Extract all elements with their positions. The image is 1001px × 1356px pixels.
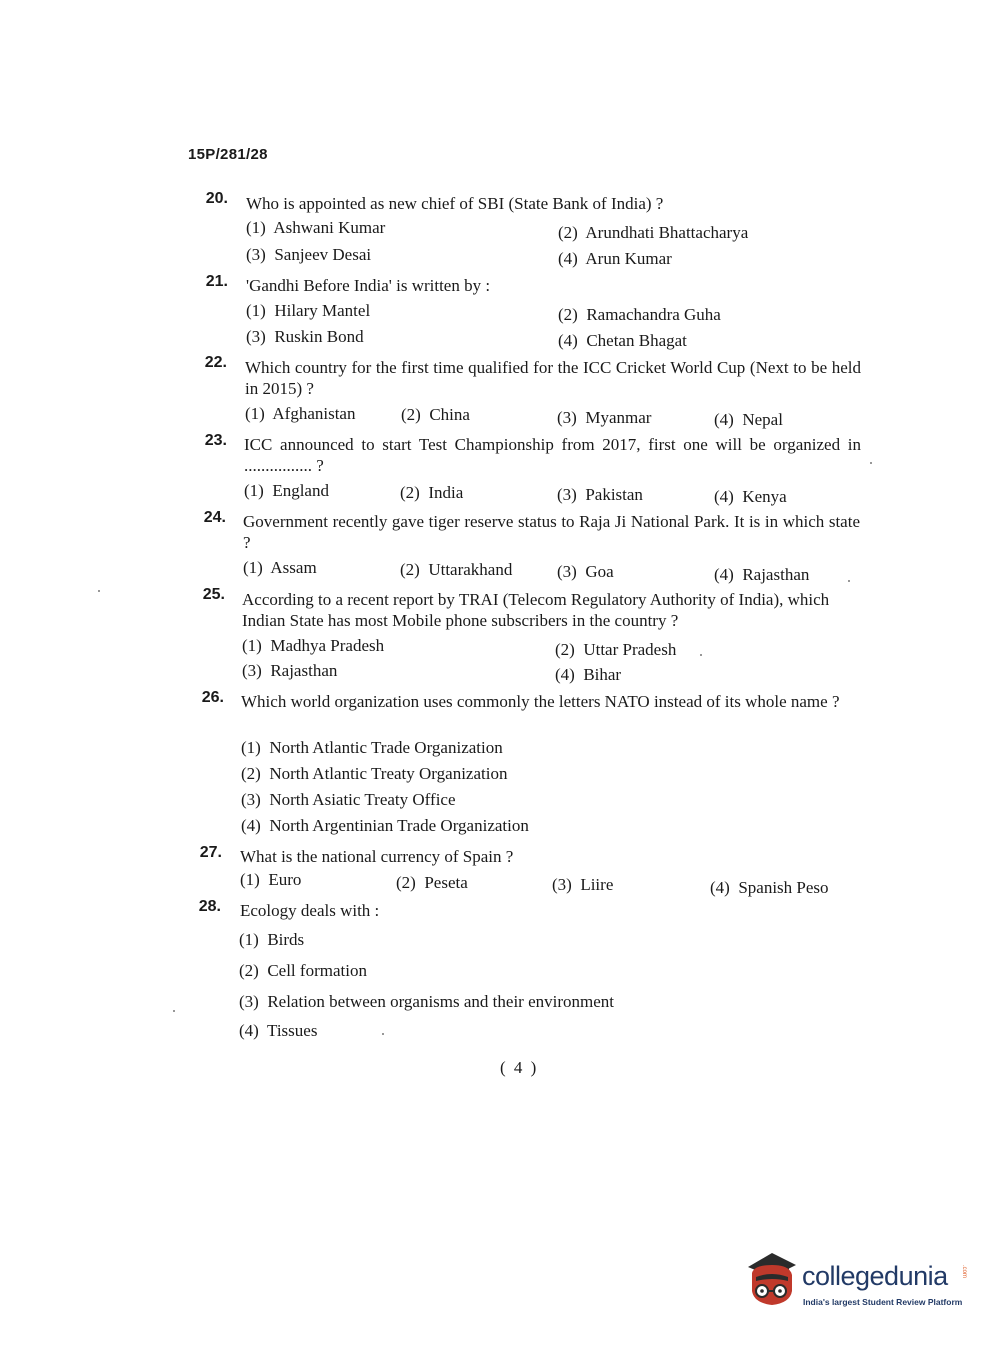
option-1: (1) North Atlantic Trade Organization — [241, 738, 503, 757]
option-4: (4) Chetan Bhagat — [558, 331, 687, 350]
question-number: 21. — [205, 273, 228, 290]
option-2: (2) North Atlantic Treaty Organization — [241, 764, 508, 783]
question-text: According to a recent report by TRAI (Telecom Regulatory Authority of India), which Indian State has most Mobile phone subscribers in the country ? — [242, 590, 830, 630]
paper-code: 15P/281/28 — [188, 146, 268, 163]
option-2: (2) China — [401, 405, 470, 424]
option-1: (1) Hilary Mantel — [246, 301, 371, 320]
option-2: (2) Peseta — [396, 873, 468, 892]
scan-speck — [848, 580, 850, 582]
option-2: (2) India — [400, 483, 464, 502]
option-4: (4) Rajasthan — [714, 565, 810, 584]
scan-speck — [870, 462, 872, 464]
question-text: 'Gandhi Before India' is written by : — [246, 276, 491, 295]
option-3: (3) Myanmar — [557, 408, 652, 427]
option-2: (2) Cell formation — [239, 961, 367, 980]
option-1: (1) Birds — [239, 930, 305, 949]
option-3: (3) North Asiatic Treaty Office — [241, 790, 456, 809]
question-text: Which world organization uses commonly the letters NATO instead of its whole name ? — [241, 692, 840, 711]
question-text: Who is appointed as new chief of SBI (State Bank of India) ? — [246, 194, 664, 213]
scan-speck — [382, 1033, 384, 1035]
option-2: (2) Uttarakhand — [400, 560, 513, 579]
question-text: Ecology deals with : — [240, 901, 380, 920]
option-1: (1) Madhya Pradesh — [242, 636, 385, 655]
brand-name: collegedunia — [802, 1261, 948, 1291]
option-3: (3) Pakistan — [557, 485, 643, 504]
option-4: (4) Tissues — [239, 1021, 318, 1040]
option-1: (1) Ashwani Kumar — [246, 218, 386, 237]
option-1: (1) Assam — [243, 558, 317, 577]
option-4: (4) Spanish Peso — [710, 878, 829, 897]
scan-speck — [173, 1010, 175, 1012]
question-number: 26. — [201, 689, 224, 706]
page-number: ( 4 ) — [500, 1058, 539, 1077]
option-1: (1) England — [244, 481, 329, 500]
question-text: What is the national currency of Spain ? — [240, 847, 514, 866]
option-4: (4) Nepal — [714, 410, 783, 429]
option-3: (3) Sanjeev Desai — [246, 245, 372, 264]
scan-speck — [700, 654, 702, 656]
brand-suffix: .com — [961, 1265, 967, 1279]
option-4: (4) Kenya — [714, 487, 787, 506]
option-4: (4) Bihar — [555, 665, 622, 684]
option-3: (3) Ruskin Bond — [246, 327, 364, 346]
question-number: 28. — [198, 898, 221, 915]
collegedunia-watermark — [742, 1247, 974, 1315]
question-number: 20. — [205, 190, 228, 207]
question-number: 22. — [204, 354, 227, 371]
mascot-icon — [742, 1247, 800, 1311]
question-number: 23. — [204, 432, 227, 449]
option-1: (1) Euro — [240, 870, 302, 889]
question-number: 27. — [199, 844, 222, 861]
option-3: (3) Liire — [552, 875, 614, 894]
option-2: (2) Arundhati Bhattacharya — [558, 223, 749, 242]
scan-speck — [98, 590, 100, 592]
option-4: (4) Arun Kumar — [558, 249, 672, 268]
option-3: (3) Rajasthan — [242, 661, 338, 680]
option-1: (1) Afghanistan — [245, 404, 356, 423]
question-number: 24. — [203, 509, 226, 526]
option-3: (3) Relation between organisms and their environment — [239, 992, 615, 1011]
option-2: (2) Uttar Pradesh — [555, 640, 677, 659]
question-number: 25. — [202, 586, 225, 603]
option-3: (3) Goa — [557, 562, 614, 581]
question-text: Government recently gave tiger reserve status to Raja Ji National Park. It is in which state ? — [243, 512, 860, 552]
question-text: Which country for the first time qualified for the ICC Cricket World Cup (Next to be held in 2015) ? — [245, 358, 861, 398]
question-text: ICC announced to start Test Championship from 2017, first one will be organized in ................ ? — [244, 435, 861, 475]
brand-tagline: India's largest Student Review Platform — [803, 1297, 963, 1307]
option-4: (4) North Argentinian Trade Organization — [241, 816, 529, 835]
option-2: (2) Ramachandra Guha — [558, 305, 721, 324]
